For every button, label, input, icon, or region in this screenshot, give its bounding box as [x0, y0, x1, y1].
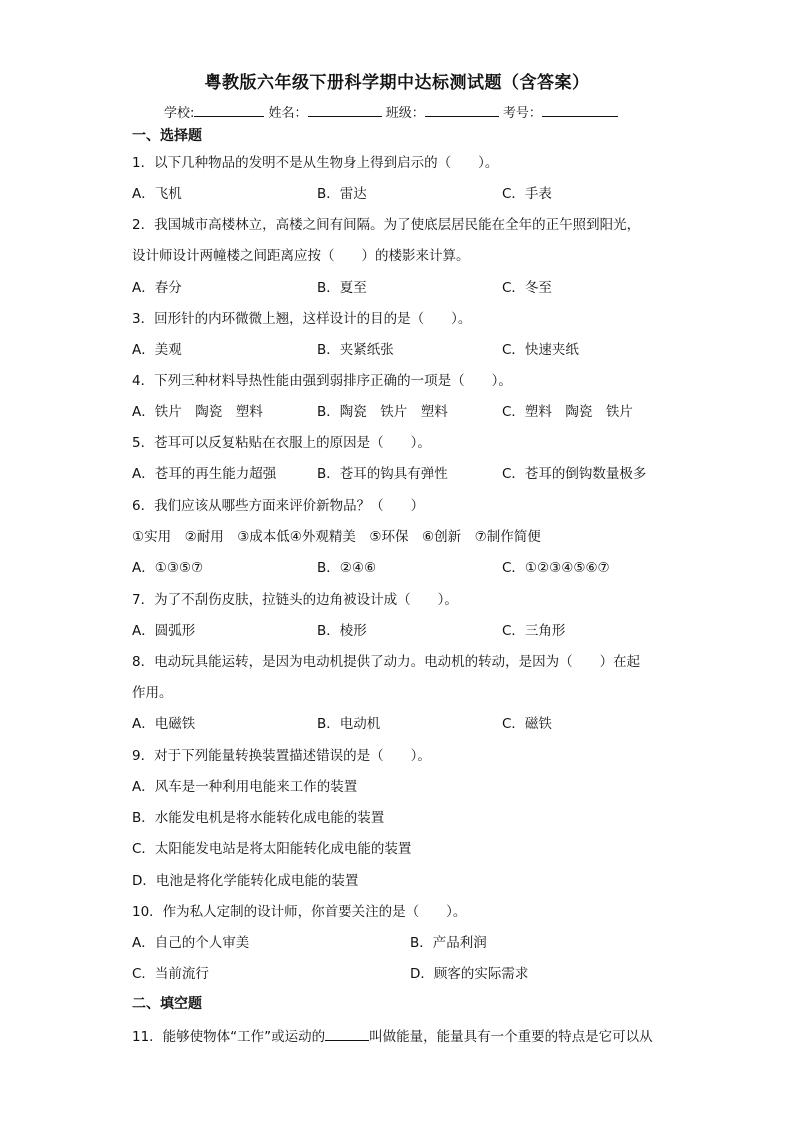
q8-option-a: A．电磁铁 — [132, 716, 196, 732]
question-2-line2: 设计师设计两幢楼之间距离应按（ ）的楼影来计算。 — [132, 248, 470, 264]
class-blank — [425, 104, 499, 117]
question-6: 6．我们应该从哪些方面来评价新物品？（ ） — [132, 498, 425, 514]
school-label: 学校: — [164, 106, 195, 121]
q1-option-b: B．雷达 — [317, 186, 367, 202]
q1-option-a: A．飞机 — [132, 186, 182, 202]
question-8-line2: 作用。 — [132, 685, 173, 701]
name-blank — [308, 104, 382, 117]
q3-option-a: A．美观 — [132, 342, 182, 358]
section-choice: 一、选择题 — [132, 128, 202, 144]
name-label: 姓名： — [268, 106, 308, 121]
q1-option-c: C．手表 — [502, 186, 552, 202]
q11-answer-blank — [325, 1028, 369, 1041]
q4-option-b: B．陶瓷 铁片 塑料 — [317, 404, 448, 420]
q8-option-c: C．磁铁 — [502, 716, 552, 732]
q4-option-a: A．铁片 陶瓷 塑料 — [132, 404, 263, 420]
school-blank — [194, 104, 264, 117]
student-info-line — [164, 102, 618, 121]
exam-no-label: 考号： — [502, 106, 542, 121]
q9-option-a: A．风车是一种利用电能来工作的装置 — [132, 779, 358, 795]
q7-option-b: B．棱形 — [317, 623, 367, 639]
q2-option-c: C．冬至 — [502, 280, 552, 296]
q4-option-c: C．塑料 陶瓷 铁片 — [502, 404, 633, 420]
question-1: 1．以下几种物品的发明不是从生物身上得到启示的（ ）。 — [132, 155, 499, 171]
q6-option-c: C．①②③④⑤⑥⑦ — [502, 560, 610, 576]
question-4: 4．下列三种材料导热性能由强到弱排序正确的一项是（ ）。 — [132, 373, 512, 389]
q5-option-a: A．苍耳的再生能力超强 — [132, 466, 277, 482]
question-10: 10．作为私人定制的设计师，你首要关注的是（ ）。 — [132, 904, 467, 920]
q6-option-b: B．②④⑥ — [317, 560, 377, 576]
q10-option-a: A．自己的个人审美 — [132, 935, 250, 951]
question-7: 7．为了不刮伤皮肤，拉链头的边角被设计成（ ）。 — [132, 592, 458, 608]
q10-option-d: D．顾客的实际需求 — [410, 966, 529, 982]
q2-option-a: A．春分 — [132, 280, 182, 296]
section-fill-in: 二、填空题 — [132, 996, 202, 1012]
question-8-line1: 8．电动玩具能运转，是因为电动机提供了动力。电动机的转动，是因为（ ）在起 — [132, 654, 641, 670]
question-2-line1: 2．我国城市高楼林立，高楼之间有间隔。为了使底层居民能在全年的正午照到阳光， — [132, 217, 641, 233]
q10-option-b: B．产品利润 — [410, 935, 487, 951]
q3-option-c: C．快速夹纸 — [502, 342, 579, 358]
question-5: 5．苍耳可以反复粘贴在衣服上的原因是（ ）。 — [132, 435, 431, 451]
page-title: 粤教版六年级下册科学期中达标测试题（含答案） — [204, 73, 590, 93]
question-9: 9．对于下列能量转换装置描述错误的是（ ）。 — [132, 748, 431, 764]
exam-no-blank — [542, 104, 618, 117]
q6-option-a: A．①③⑤⑦ — [132, 560, 204, 576]
question-3: 3．回形针的内环微微上翘，这样设计的目的是（ ）。 — [132, 311, 472, 327]
q6-criteria-list: ①实用 ②耐用 ③成本低④外观精美 ⑤环保 ⑥创新 ⑦制作简便 — [132, 529, 541, 545]
q5-option-c: C．苍耳的倒钩数量极多 — [502, 466, 647, 482]
q9-option-b: B．水能发电机是将水能转化成电能的装置 — [132, 810, 385, 826]
q7-option-a: A．圆弧形 — [132, 623, 196, 639]
q9-option-d: D．电池是将化学能转化成电能的装置 — [132, 873, 359, 889]
q7-option-c: C．三角形 — [502, 623, 566, 639]
q11-text-after: 叫做能量，能量具有一个重要的特点是它可以从 — [369, 1029, 653, 1045]
class-label: 班级： — [385, 106, 425, 121]
q2-option-b: B．夏至 — [317, 280, 367, 296]
q3-option-b: B．夹紧纸张 — [317, 342, 394, 358]
q10-option-c: C．当前流行 — [132, 966, 209, 982]
q5-option-b: B．苍耳的钩具有弹性 — [317, 466, 448, 482]
q11-text-before: 11．能够使物体“工作”或运动的 — [132, 1029, 326, 1045]
q8-option-b: B．电动机 — [317, 716, 381, 732]
q9-option-c: C．太阳能发电站是将太阳能转化成电能的装置 — [132, 841, 412, 857]
question-11 — [132, 1025, 653, 1045]
